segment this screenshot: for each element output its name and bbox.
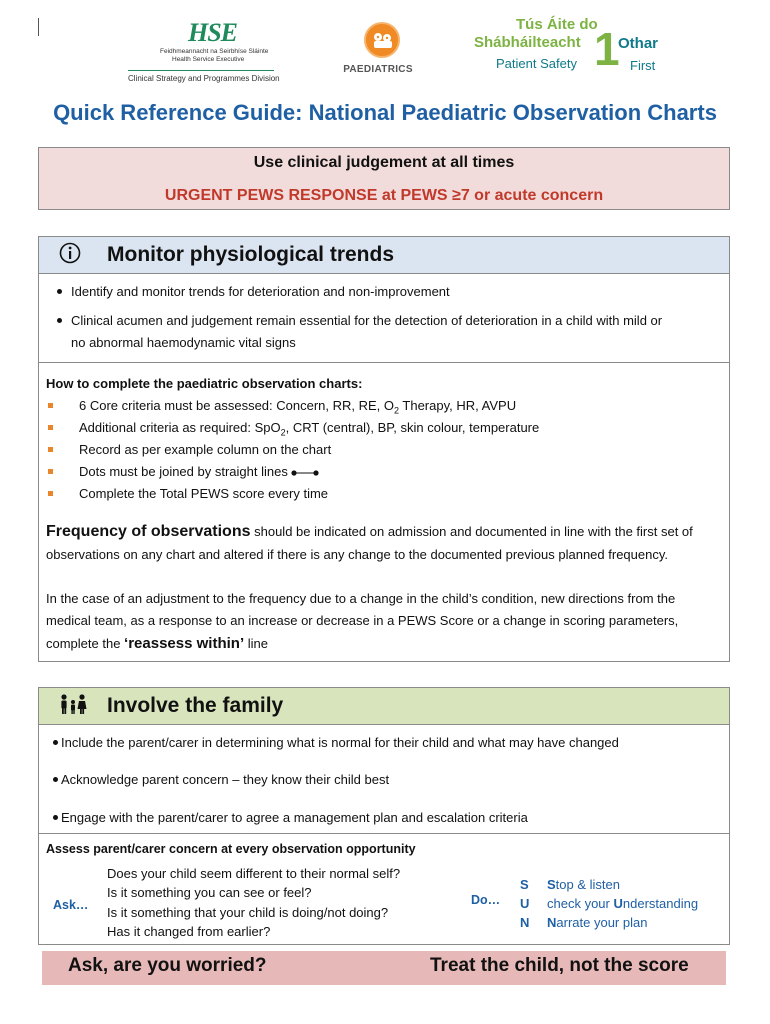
monitor-section-body: [38, 273, 730, 363]
sun-letter-n: N: [520, 915, 530, 930]
list-item: Engage with the parent/carer to agree a management plan and escalation criteria: [53, 807, 528, 829]
family-section-header: [38, 687, 730, 725]
adjustment-paragraph-cont: medical team, as a response to an increase or decrease in a PEWS Score or a change in scoring parameters,: [46, 613, 679, 628]
ps-irish-line2b: Othar: [618, 35, 659, 52]
question-1: Does your child seem different to their normal self?: [107, 866, 401, 881]
family-heading: Involve the family: [107, 694, 284, 717]
bullet-icon: [53, 740, 58, 745]
list-item: [57, 281, 450, 303]
list-item: Additional criteria as required: SpO$_2$, CRT (central), BP, skin colour, temperature: [79, 420, 540, 438]
monitor-bullet-1: Identify and monitor trends for deterioration and non-improvement: [71, 284, 450, 299]
list-item: Record as per example column on the chart: [79, 442, 332, 457]
sun-narrate: Narrate your plan: [547, 915, 648, 930]
square-bullet-icon: [48, 403, 53, 408]
ps-irish-line1: Tús Áite do: [516, 16, 598, 33]
slogan-right: Treat the child, not the score: [430, 955, 689, 976]
charts-instructions: [38, 362, 730, 662]
hse-wordmark: HSE: [188, 18, 238, 47]
monitor-heading: Monitor physiological trends: [107, 243, 395, 266]
hse-english-name: Health Service Executive: [172, 56, 245, 63]
ps-irish-line2: Shábháilteacht: [474, 34, 581, 51]
assess-heading: Assess parent/carer concern at every observation opportunity: [46, 842, 416, 856]
monitor-section-header: [38, 236, 730, 274]
page-title: Quick Reference Guide: National Paediatric Observation Charts: [53, 100, 717, 125]
list-item: Include the parent/carer in determining what is normal for their child and what may have changed: [53, 732, 619, 754]
ask-label: Ask…: [53, 898, 89, 912]
square-bullet-icon: [48, 425, 53, 430]
hse-irish-name: Feidhmeannacht na Seirbhíse Sláinte: [160, 48, 269, 55]
family-icon: [59, 693, 87, 721]
bullet-icon: [53, 815, 58, 820]
patient-safety-logo: [470, 14, 670, 84]
ps-english-line: Patient Safety: [496, 56, 577, 71]
charts-heading: How to complete the paediatric observation charts:: [46, 376, 363, 391]
corner-mark: [38, 18, 39, 36]
list-item: 6 Core criteria must be assessed: Concern, RR, RE, $O_2$ Therapy, HR, AVPU: [79, 398, 517, 416]
hse-division-name: Clinical Strategy and Programmes Division: [128, 74, 280, 83]
question-4: Has it changed from earlier?: [107, 924, 271, 939]
bullet-icon: [57, 318, 62, 323]
joined-dots-icon: [291, 469, 319, 477]
list-item: [57, 310, 662, 332]
do-label: Do…: [471, 893, 501, 907]
adjustment-paragraph: In the case of an adjustment to the frequency due to a change in the child’s condition, new directions from the: [46, 591, 676, 606]
bottom-slogan-bar: [42, 951, 726, 985]
adjustment-paragraph-end: complete the ‘reassess within’ line: [46, 635, 268, 652]
slogan-left: Ask, are you worried?: [68, 955, 267, 976]
bullet-icon: [53, 777, 58, 782]
bullet-icon: [57, 289, 62, 294]
square-bullet-icon: [48, 469, 53, 474]
list-item: Complete the Total PEWS score every time: [79, 486, 329, 501]
list-item: Dots must be joined by straight lines: [79, 461, 319, 483]
info-icon: [59, 242, 81, 270]
frequency-paragraph: Frequency of observations should be indicated on admission and documented in line with the first set of: [46, 523, 693, 540]
ps-numeral: 1: [594, 23, 620, 75]
hse-divider: [128, 70, 274, 71]
sun-understanding: check your Understanding: [547, 896, 699, 911]
sun-letter-s: S: [520, 877, 529, 892]
monitor-bullet-2-cont: no abnormal haemodynamic vital signs: [71, 335, 296, 350]
bear-icon: [372, 32, 394, 50]
paediatrics-emblem: [364, 22, 400, 58]
ps-english-first: First: [630, 58, 656, 73]
frequency-paragraph-cont: observations on any chart and altered if there is any change to the documented previous planned frequency.: [46, 547, 668, 562]
banner-line-1: Use clinical judgement at all times: [253, 154, 515, 171]
family-section-body: [38, 724, 730, 834]
square-bullet-icon: [48, 491, 53, 496]
banner-urgent-line: URGENT PEWS RESPONSE at PEWS ≥7 or acute concern: [164, 187, 604, 204]
clinical-judgement-banner: [38, 147, 730, 210]
question-2: Is it something you can see or feel?: [107, 885, 312, 900]
paediatrics-logo: [336, 20, 436, 80]
sun-stop: Stop & listen: [547, 877, 620, 892]
question-3: Is it something that your child is doing/not doing?: [107, 905, 389, 920]
paediatrics-label: PAEDIATRICS: [343, 64, 413, 75]
list-item: Acknowledge parent concern – they know their child best: [53, 769, 389, 791]
monitor-bullet-2: Clinical acumen and judgement remain essential for the detection of deterioration in a child with mild or: [71, 313, 663, 328]
square-bullet-icon: [48, 447, 53, 452]
hse-logo: [128, 18, 278, 84]
sun-letter-u: U: [520, 896, 530, 911]
assess-section: [38, 833, 730, 945]
